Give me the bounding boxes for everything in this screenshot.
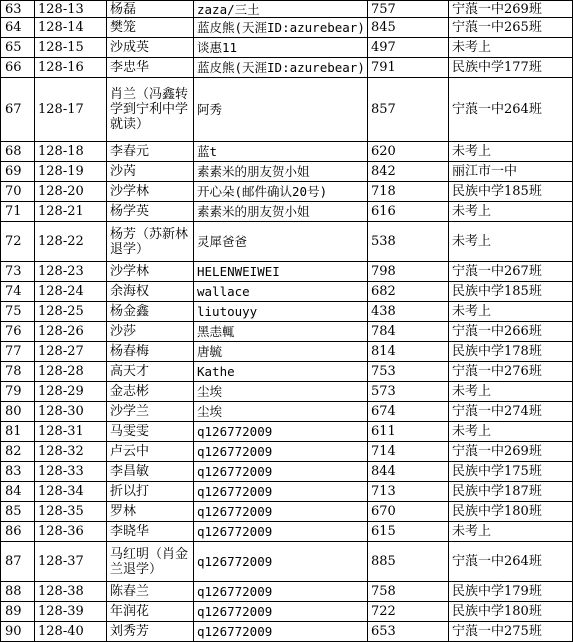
table-row — [1, 602, 573, 622]
student-name-cell: 杨磊 — [107, 1, 194, 18]
student-name-cell: 折以打 — [107, 482, 194, 502]
row-number-cell: 90 — [1, 622, 35, 642]
student-id-cell: 128-15 — [35, 38, 107, 58]
table-row — [1, 322, 573, 342]
sponsor-cell: 素素米的朋友贺小姐 — [194, 162, 368, 182]
table-row — [1, 142, 573, 162]
admission-result-cell: 宁蒗一中275班 — [449, 622, 573, 642]
student-id-cell: 128-39 — [35, 602, 107, 622]
row-number-cell: 74 — [1, 282, 35, 302]
table-row — [1, 78, 573, 142]
student-name-cell: 杨春梅 — [107, 342, 194, 362]
sponsor-cell: q126772009 — [194, 522, 368, 542]
admission-result-cell: 民族中学178班 — [449, 342, 573, 362]
student-id-cell: 128-21 — [35, 202, 107, 222]
exam-score-cell: 857 — [368, 78, 449, 142]
sponsor-cell: q126772009 — [194, 502, 368, 522]
table-row — [1, 342, 573, 362]
sponsor-cell: q126772009 — [194, 482, 368, 502]
row-number-cell: 80 — [1, 402, 35, 422]
student-name-cell: 李春元 — [107, 142, 194, 162]
exam-score-cell: 670 — [368, 502, 449, 522]
row-number-cell: 69 — [1, 162, 35, 182]
student-id-cell: 128-23 — [35, 262, 107, 282]
exam-score-cell: 753 — [368, 362, 449, 382]
sponsor-cell: q126772009 — [194, 582, 368, 602]
student-id-cell: 128-18 — [35, 142, 107, 162]
exam-score-cell: 674 — [368, 402, 449, 422]
row-number-cell: 63 — [1, 1, 35, 18]
student-id-cell: 128-26 — [35, 322, 107, 342]
exam-score-cell: 844 — [368, 462, 449, 482]
admission-result-cell: 宁蒗一中276班 — [449, 362, 573, 382]
sponsor-cell: q126772009 — [194, 622, 368, 642]
student-name-cell: 沙芮 — [107, 162, 194, 182]
student-name-cell: 年润花 — [107, 602, 194, 622]
table-body — [1, 1, 573, 642]
student-name-cell: 余海权 — [107, 282, 194, 302]
student-id-cell: 128-38 — [35, 582, 107, 602]
table-row — [1, 382, 573, 402]
exam-score-cell: 573 — [368, 382, 449, 402]
student-id-cell: 128-17 — [35, 78, 107, 142]
row-number-cell: 73 — [1, 262, 35, 282]
student-id-cell: 128-33 — [35, 462, 107, 482]
student-name-cell: 樊笼 — [107, 18, 194, 38]
table-row — [1, 58, 573, 78]
row-number-cell: 77 — [1, 342, 35, 362]
sponsor-cell: liutouyy — [194, 302, 368, 322]
student-name-cell: 沙学林 — [107, 182, 194, 202]
admission-result-cell: 宁蒗一中264班 — [449, 78, 573, 142]
table-row — [1, 302, 573, 322]
sponsor-cell: q126772009 — [194, 422, 368, 442]
admission-result-cell: 未考上 — [449, 202, 573, 222]
row-number-cell: 83 — [1, 462, 35, 482]
admission-result-cell: 民族中学177班 — [449, 58, 573, 78]
student-name-cell: 马红明（肖金兰退学） — [107, 542, 194, 582]
row-number-cell: 76 — [1, 322, 35, 342]
exam-score-cell: 615 — [368, 522, 449, 542]
table-row — [1, 282, 573, 302]
student-name-cell: 陈春兰 — [107, 582, 194, 602]
admission-result-cell: 宁蒗一中274班 — [449, 402, 573, 422]
student-id-cell: 128-29 — [35, 382, 107, 402]
student-name-cell: 李昌敏 — [107, 462, 194, 482]
student-id-cell: 128-20 — [35, 182, 107, 202]
exam-score-cell: 798 — [368, 262, 449, 282]
sponsor-cell: 尘埃 — [194, 382, 368, 402]
student-name-cell: 李晓华 — [107, 522, 194, 542]
exam-score-cell: 713 — [368, 482, 449, 502]
admission-result-cell: 未考上 — [449, 142, 573, 162]
student-id-cell: 128-32 — [35, 442, 107, 462]
exam-score-cell: 653 — [368, 622, 449, 642]
student-id-cell: 128-40 — [35, 622, 107, 642]
student-name-cell: 高天才 — [107, 362, 194, 382]
exam-score-cell: 885 — [368, 542, 449, 582]
table-row — [1, 182, 573, 202]
sponsor-cell: 素素米的朋友贺小姐 — [194, 202, 368, 222]
sponsor-cell: wallace — [194, 282, 368, 302]
row-number-cell: 75 — [1, 302, 35, 322]
admission-result-cell: 丽江市一中 — [449, 162, 573, 182]
student-id-cell: 128-27 — [35, 342, 107, 362]
exam-score-cell: 714 — [368, 442, 449, 462]
row-number-cell: 67 — [1, 78, 35, 142]
sponsor-cell: 蓝t — [194, 142, 368, 162]
exam-score-cell: 757 — [368, 1, 449, 18]
student-name-cell: 李忠华 — [107, 58, 194, 78]
sponsor-cell: 阿秀 — [194, 78, 368, 142]
table-row — [1, 38, 573, 58]
exam-score-cell: 497 — [368, 38, 449, 58]
student-id-cell: 128-19 — [35, 162, 107, 182]
exam-score-cell: 611 — [368, 422, 449, 442]
row-number-cell: 88 — [1, 582, 35, 602]
row-number-cell: 65 — [1, 38, 35, 58]
exam-score-cell: 538 — [368, 222, 449, 262]
student-id-cell: 128-16 — [35, 58, 107, 78]
student-id-cell: 128-14 — [35, 18, 107, 38]
sponsor-cell: 蓝皮熊(天涯ID:azurebear) — [194, 58, 368, 78]
student-name-cell: 沙学林 — [107, 262, 194, 282]
student-id-cell: 128-34 — [35, 482, 107, 502]
student-name-cell: 马雯雯 — [107, 422, 194, 442]
admission-result-cell: 宁蒗一中265班 — [449, 18, 573, 38]
student-name-cell: 沙学兰 — [107, 402, 194, 422]
row-number-cell: 68 — [1, 142, 35, 162]
student-id-cell: 128-36 — [35, 522, 107, 542]
admission-result-cell: 民族中学180班 — [449, 602, 573, 622]
table-row — [1, 362, 573, 382]
sponsor-cell: 开心朵(邮件确认20号) — [194, 182, 368, 202]
admission-result-cell: 民族中学185班 — [449, 282, 573, 302]
exam-score-cell: 682 — [368, 282, 449, 302]
row-number-cell: 66 — [1, 58, 35, 78]
student-name-cell: 卢云中 — [107, 442, 194, 462]
admission-result-cell: 未考上 — [449, 302, 573, 322]
sponsor-cell: 谈惠11 — [194, 38, 368, 58]
table-row — [1, 522, 573, 542]
admission-result-cell: 未考上 — [449, 38, 573, 58]
admission-result-cell: 民族中学179班 — [449, 582, 573, 602]
student-name-cell: 刘秀芳 — [107, 622, 194, 642]
exam-score-cell: 722 — [368, 602, 449, 622]
exam-score-cell: 814 — [368, 342, 449, 362]
admission-result-cell: 未考上 — [449, 522, 573, 542]
table-row — [1, 462, 573, 482]
admission-result-cell: 宁蒗一中269班 — [449, 442, 573, 462]
table-row — [1, 402, 573, 422]
student-name-cell: 罗林 — [107, 502, 194, 522]
row-number-cell: 89 — [1, 602, 35, 622]
row-number-cell: 79 — [1, 382, 35, 402]
row-number-cell: 64 — [1, 18, 35, 38]
admission-result-cell: 宁蒗一中264班 — [449, 542, 573, 582]
student-id-cell: 128-25 — [35, 302, 107, 322]
sponsor-cell: 尘埃 — [194, 402, 368, 422]
table-row — [1, 1, 573, 18]
sponsor-cell: q126772009 — [194, 462, 368, 482]
student-id-cell: 128-31 — [35, 422, 107, 442]
table-row — [1, 502, 573, 522]
row-number-cell: 71 — [1, 202, 35, 222]
exam-score-cell: 842 — [368, 162, 449, 182]
sponsor-cell: q126772009 — [194, 542, 368, 582]
table-row — [1, 442, 573, 462]
student-name-cell: 杨学英 — [107, 202, 194, 222]
student-name-cell: 沙成英 — [107, 38, 194, 58]
student-name-cell: 沙莎 — [107, 322, 194, 342]
student-id-cell: 128-35 — [35, 502, 107, 522]
table-row — [1, 582, 573, 602]
row-number-cell: 82 — [1, 442, 35, 462]
exam-score-cell: 845 — [368, 18, 449, 38]
student-name-cell: 金志彬 — [107, 382, 194, 402]
row-number-cell: 84 — [1, 482, 35, 502]
table-row — [1, 542, 573, 582]
exam-score-cell: 620 — [368, 142, 449, 162]
admission-result-cell: 未考上 — [449, 222, 573, 262]
admission-result-cell: 民族中学187班 — [449, 482, 573, 502]
row-number-cell: 70 — [1, 182, 35, 202]
sponsor-cell: 灵犀爸爸 — [194, 222, 368, 262]
table-row — [1, 222, 573, 262]
row-number-cell: 72 — [1, 222, 35, 262]
student-name-cell: 杨芳（苏新林退学） — [107, 222, 194, 262]
student-id-cell: 128-24 — [35, 282, 107, 302]
exam-score-cell: 718 — [368, 182, 449, 202]
admission-result-cell: 宁蒗一中269班 — [449, 1, 573, 18]
row-number-cell: 86 — [1, 522, 35, 542]
table-row — [1, 18, 573, 38]
table-row — [1, 162, 573, 182]
exam-score-cell: 791 — [368, 58, 449, 78]
sponsor-cell: HELENWEIWEI — [194, 262, 368, 282]
student-id-cell: 128-30 — [35, 402, 107, 422]
admission-result-cell: 宁蒗一中267班 — [449, 262, 573, 282]
row-number-cell: 85 — [1, 502, 35, 522]
sponsor-cell: 黑恚輒 — [194, 322, 368, 342]
table-row — [1, 622, 573, 642]
exam-score-cell: 784 — [368, 322, 449, 342]
admission-result-cell: 未考上 — [449, 422, 573, 442]
exam-score-cell: 758 — [368, 582, 449, 602]
sponsor-cell: 蓝皮熊(天涯ID:azurebear) — [194, 18, 368, 38]
sponsor-cell: q126772009 — [194, 602, 368, 622]
row-number-cell: 87 — [1, 542, 35, 582]
student-name-cell: 杨金鑫 — [107, 302, 194, 322]
sponsor-cell: Kathe — [194, 362, 368, 382]
admission-result-cell: 民族中学180班 — [449, 502, 573, 522]
row-number-cell: 81 — [1, 422, 35, 442]
sponsor-cell: zaza/三土 — [194, 1, 368, 18]
table-row — [1, 482, 573, 502]
sponsor-cell: 唐毓 — [194, 342, 368, 362]
exam-score-cell: 616 — [368, 202, 449, 222]
student-name-cell: 肖兰（冯鑫转学到宁利中学就读） — [107, 78, 194, 142]
admission-result-cell: 未考上 — [449, 382, 573, 402]
student-id-cell: 128-13 — [35, 1, 107, 18]
admission-result-cell: 民族中学175班 — [449, 462, 573, 482]
exam-score-cell: 438 — [368, 302, 449, 322]
student-id-cell: 128-22 — [35, 222, 107, 262]
sponsor-cell: q126772009 — [194, 442, 368, 462]
row-number-cell: 78 — [1, 362, 35, 382]
table-row — [1, 262, 573, 282]
table-row — [1, 202, 573, 222]
admission-result-cell: 民族中学185班 — [449, 182, 573, 202]
student-id-cell: 128-28 — [35, 362, 107, 382]
table-row — [1, 422, 573, 442]
student-id-cell: 128-37 — [35, 542, 107, 582]
admission-result-cell: 宁蒗一中266班 — [449, 322, 573, 342]
